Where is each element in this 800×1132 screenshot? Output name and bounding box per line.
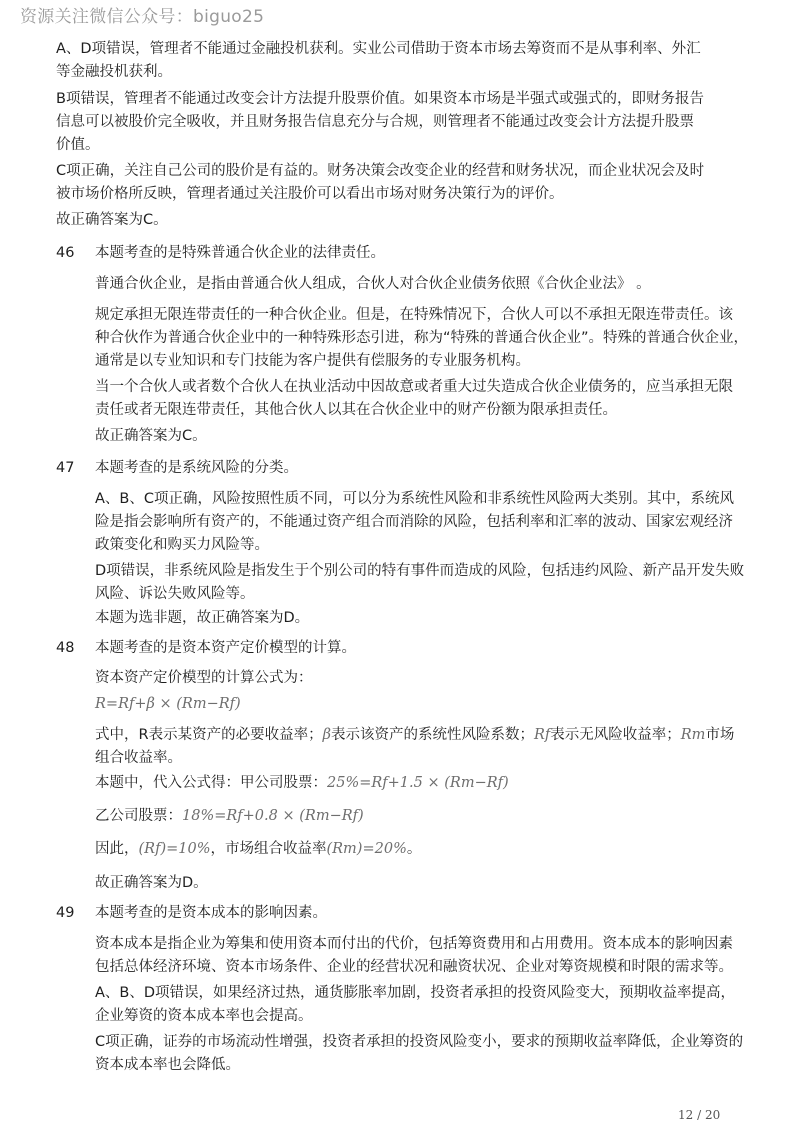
- q47-paragraph-1: [95, 488, 734, 557]
- equation: 25%=Rf+1.5 × (Rm−Rf): [327, 775, 509, 791]
- text-line: 通常是以专业知识和专门技能为客户提供有偿服务的专业服务机构。: [95, 353, 530, 369]
- text-line: 险是指会影响所有资产的，不能通过资产组合而消除的风险，包括利率和汇率的波动、国家宏观经济: [95, 514, 733, 530]
- equation: (Rm)=20%: [326, 841, 407, 857]
- watermark-text: 资源关注微信公众号：biguo25: [20, 7, 265, 27]
- q49-paragraph-1: [95, 933, 733, 979]
- page-separator: /: [697, 1108, 702, 1122]
- q48-title: 本题考查的是资本资产定价模型的计算。: [95, 640, 356, 656]
- question-number-47: 47: [56, 460, 75, 476]
- q48-explanation: [95, 724, 734, 770]
- page-total: 20: [704, 1108, 721, 1122]
- page-counter: [678, 1104, 720, 1127]
- intro-answer: 故正确答案为C。: [56, 212, 168, 228]
- text-line: C项正确，关注自己公司的股价是有益的。财务决策会改变企业的经营和财务状况，而企业状况会及时: [56, 163, 705, 179]
- q46-paragraph-3: [95, 376, 733, 422]
- text-line: B项错误，管理者不能通过改变会计方法提升股票价值。如果资本市场是半强式或强式的，即财务报告: [56, 91, 704, 107]
- intro-paragraph-2: [56, 88, 704, 157]
- q46-answer: 故正确答案为C。: [95, 428, 207, 444]
- text-line: 组合收益率。: [95, 750, 182, 766]
- text-line: C项正确，证券的市场流动性增强，投资者承担的投资风险变小，要求的预期收益率降低，企业筹资的: [95, 1034, 744, 1050]
- text-line: 式中，R表示某资产的必要收益率；β表示该资产的系统性风险系数；Rf表示无风险收益率；Rm市场: [95, 727, 735, 743]
- question-number-46: 46: [56, 245, 75, 261]
- text-line: 包括总体经济环境、资本市场条件、企业的经营状况和融资状况、企业对筹资规模和时限的需求等。: [95, 959, 733, 975]
- text-line: 当一个合伙人或者数个合伙人在执业活动中因故意或者重大过失造成合伙企业债务的，应当承担无限: [95, 379, 733, 395]
- q47-paragraph-2: [95, 560, 744, 606]
- page-current: 12: [678, 1108, 694, 1122]
- q49-paragraph-2: [95, 982, 735, 1028]
- text-line: 风险、诉讼失败风险等。: [95, 586, 255, 602]
- rm-symbol: Rm: [680, 727, 706, 743]
- text-line: 种合伙作为普通合伙企业中的一种特殊形态引进，称为“特殊的普通合伙企业”。特殊的普通合伙企业，: [95, 330, 749, 346]
- q46-paragraph-2: [95, 304, 748, 373]
- text-line: A、D项错误，管理者不能通过金融投机获利。实业公司借助于资本市场去筹资而不是从事利率、外汇: [56, 41, 701, 57]
- q48-substitution-b: 乙公司股票：18%=Rf+0.8 × (Rm−Rf): [95, 808, 364, 824]
- question-number-48: 48: [56, 640, 75, 656]
- text-line: 等金融投机获利。: [56, 64, 172, 80]
- q49-paragraph-3: [95, 1031, 743, 1077]
- text-line: A、B、C项正确，风险按照性质不同，可以分为系统性风险和非系统性风险两大类别。其中，系统风: [95, 491, 734, 507]
- rf-symbol: Rf: [533, 727, 551, 743]
- text-line: D项错误，非系统风险是指发生于个别公司的特有事件而造成的风险，包括违约风险、新产品开发失败: [95, 563, 745, 579]
- text-line: 被市场价格所反映，管理者通过关注股价可以看出市场对财务决策行为的评价。: [56, 186, 564, 202]
- intro-paragraph-3: [56, 160, 704, 206]
- q47-answer: 本题为选非题，故正确答案为D。: [95, 610, 310, 626]
- text-line: 企业筹资的资本成本率也会提高。: [95, 1008, 313, 1024]
- text-line: 资本成本是指企业为筹集和使用资本而付出的代价，包括筹资费用和占用费用。资本成本的影响因素: [95, 936, 733, 952]
- q46-title: 本题考查的是特殊普通合伙企业的法律责任。: [95, 245, 385, 261]
- equation: 18%=Rf+0.8 × (Rm−Rf): [182, 808, 364, 824]
- q48-substitution-a: 本题中，代入公式得：甲公司股票：25%=Rf+1.5 × (Rm−Rf): [95, 775, 509, 791]
- intro-paragraph-1: [56, 38, 701, 84]
- q48-result: 因此，(Rf)=10%，市场组合收益率(Rm)=20%。: [95, 841, 422, 857]
- text-line: 信息可以被股价完全吸收，并且财务报告信息充分与合规，则管理者不能通过改变会计方法提升股票: [56, 114, 694, 130]
- text-line: 资本成本率也会降低。: [95, 1057, 240, 1073]
- beta-symbol: β: [322, 727, 331, 743]
- q48-formula: R=Rf+β × (Rm−Rf): [95, 696, 241, 712]
- q46-paragraph-1: 普通合伙企业，是指由普通合伙人组成，合伙人对合伙企业债务依照《合伙企业法》 。: [95, 276, 651, 292]
- q49-title: 本题考查的是资本成本的影响因素。: [95, 905, 327, 921]
- q47-title: 本题考查的是系统风险的分类。: [95, 460, 298, 476]
- question-number-49: 49: [56, 905, 75, 921]
- text-line: 政策变化和购买力风险等。: [95, 537, 269, 553]
- text-line: 规定承担无限连带责任的一种合伙企业。但是，在特殊情况下，合伙人可以不承担无限连带责任。该: [95, 307, 733, 323]
- text-line: 责任或者无限连带责任，其他合伙人以其在合伙企业中的财产份额为限承担责任。: [95, 402, 617, 418]
- equation: (Rf)=10%: [138, 841, 211, 857]
- text-line: 价值。: [56, 137, 100, 153]
- q48-formula-label: 资本资产定价模型的计算公式为：: [95, 670, 313, 686]
- q48-answer: 故正确答案为D。: [95, 875, 208, 891]
- text-line: A、B、D项错误，如果经济过热，通货膨胀率加剧，投资者承担的投资风险变大，预期收益率提高，: [95, 985, 736, 1001]
